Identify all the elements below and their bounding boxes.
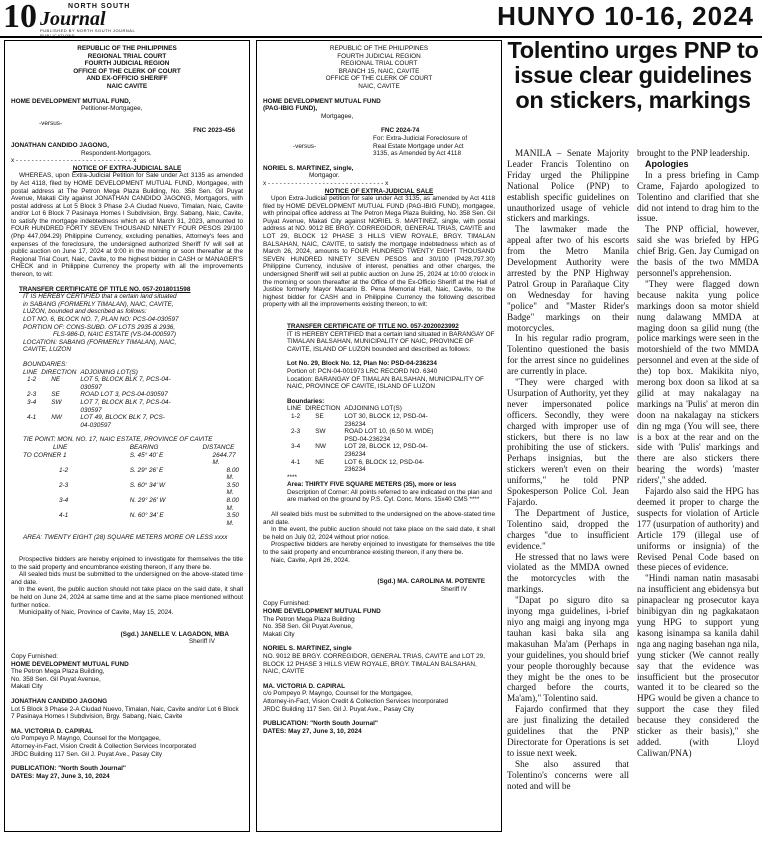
article-paragraph: The Department of Justice, Tolentino said, dropped the charges "due to insufficient evidence.": [507, 507, 629, 551]
page-header: [0, 0, 762, 38]
versus: -versus-: [293, 142, 317, 150]
petitioner: HOME DEVELOPMENT MUTUAL FUND (PAG-IBIG FUND),: [263, 97, 381, 113]
case-description: For: Extra-Judicial Foreclosure of Real Estate Mortgage under Act 3135, as Amended by Act 4118: [373, 134, 468, 158]
paragraph: All sealed bids must be submitted to the undersigned on the above-stated time and date.: [11, 571, 243, 586]
divider: x - - - - - - - - - - - - - - - - - - - - - - - - - - - - - - x: [263, 179, 389, 187]
boundaries-title: BOUNDARIES:: [23, 360, 68, 368]
paragraph: Naic, Cavite, April 26, 2024.: [271, 556, 350, 564]
paragraph: In the event, the public auction should not take place on the said date, it shall be held on June 24, 2024 at same time and at the same place mentioned without further notice.: [11, 586, 243, 609]
area: Area: THIRTY FIVE SQUARE METERS (35), more or less: [287, 481, 457, 489]
signature-title: Sheriff IV: [188, 638, 215, 646]
publication-dates: DATES: May 27, June 3, 10, 2024: [11, 772, 110, 780]
respondent-role: Mortgagor.: [309, 172, 340, 180]
table-row: 4-1 NW LOT 49, BLOCK BLK 7, PCS-04-030597: [27, 414, 165, 429]
petitioner-role: Petitioner-Mortgagee,: [81, 105, 143, 113]
versus: -versus-: [39, 119, 63, 127]
table-row: TO CORNER 1 S. 45° 40' E 2644.77 M.: [23, 451, 236, 467]
copy-furnished-label: Copy Furnished:: [11, 652, 58, 660]
stars: ****: [287, 473, 297, 481]
table-row: 2-3 SW ROAD LOT 10, (6.50 M. WIDE) PSD-04-236234: [291, 428, 434, 443]
lot-description: Lot No. 29, Block No. 12, Plan No: PSD-04-236234 Portion of: PCN-04-001973 LRC RECORD NO. 6340 Location: BARANGAY OF TIMALAN BALSAHAN, MUNICIPALITY OF NAIC, PROVINCE OF CAVITE, ISLAND OF LUZON: [287, 360, 484, 391]
copy-recipient: MA. VICTORIA D. CAPIRAL c/o Pompeyo P. Mayngo, Counsel for the Mortgagee, Attorney-in-Fact, Vision Credit & Collection Services Incorporated JRDC Building 117 Sen. Gil J. Puyat Ave., Pasay City: [11, 727, 196, 758]
article-column-1: [507, 148, 629, 791]
signature: (Sgd.) JANELLE V. LAGADON, MBA: [120, 630, 229, 638]
notice-title: NOTICE OF EXTRA-JUDICIAL SALE: [72, 164, 182, 172]
boundaries-table: [23, 369, 176, 430]
table-row: 3-4 N. 29° 26' W 8.00 M.: [59, 497, 239, 512]
table-header-row: LINE BEARING DISTANCE: [53, 443, 235, 451]
case-row: [263, 135, 495, 158]
case-number: FNC 2024-74: [381, 127, 420, 135]
court-line: BRANCH 15, NAIC, CAVITE: [338, 67, 420, 75]
court-line: REPUBLIC OF THE PHILIPPINES: [329, 45, 429, 52]
article-paragraph: In a press briefing in Camp Crame, Fajardo apologized to Tolentino and clarified that she did not intend to drag him to the issue.: [637, 169, 759, 224]
court-header: [11, 45, 243, 91]
legal-notice-1: [4, 40, 250, 832]
article-paragraph: In his regular radio program, Tolentino questioned the basis for the arrest since no guidelines are currently in place.: [507, 333, 629, 377]
copy-recipient: JONATHAN CANDIDO JAGONG Lot 5 Block 3 Phase 2-A Ciudad Nuevo, Timalan, Naic, Cavite and/or Lot 6 Block 7 Pasinaya Homes I Subdivision, Brgy. Sabang, Naic, Cavite: [11, 697, 239, 721]
copy-furnished-label: Copy Furnished:: [263, 600, 310, 608]
news-article: [507, 36, 759, 791]
article-paragraph: Fajardo also said the HPG has deemed it proper to charge the suspects for violation of Article 177 (usurpation of authority) and Article 179 (illegal use of uniforms or insignia) of the Revised Penal Code based on these pieces of evidence.: [637, 486, 759, 573]
copy-recipient: HOME DEVELOPMENT MUTUAL FUND The Petron Mega Plaza Building No. 358 Sen. Gil Puyat Avenue, Makati City: [263, 608, 381, 638]
paragraph: All sealed bids must be submitted to the undersigned on the above-stated time and date.: [263, 511, 495, 526]
copy-recipient: NORIEL S. MARTINEZ, single NO. 9012 BE BRGY. CORREGIDOR, GENERAL TRIAS, CAVITE and LOT 29, BLOCK 12 PHASE 3 HILLS VIEW ROYALE, BRGY. TIMALAN BALSAHAN, NAIC, CAVITE: [263, 645, 485, 676]
article-headline: Tolentino urges PNP to issue clear guidelines on stickers, markings: [507, 37, 759, 113]
bearings-table: [23, 444, 243, 528]
copy-recipient: MA. VICTORIA D. CAPIRAL c/o Pompeyo P. Mayngo, Counsel for the Mortgagee, Attorney-in-Fact, Vision Credit & Collection Services Incorporated JRDC Building 117 Sen. Gil J. Puyat Ave., Pasay City: [263, 682, 448, 713]
divider: x - - - - - - - - - - - - - - - - - - - - - - - - - - - - - - x: [11, 157, 137, 165]
court-line: REPUBLIC OF THE PHILIPPINES: [77, 45, 177, 52]
table-header-row: LINE DIRECTION ADJOINING LOT(S): [23, 368, 138, 376]
article-paragraph: She also assured that Tolentino's concerns were all noted and will be: [507, 758, 629, 791]
tct-description: IT IS HEREBY CERTIFIED that a certain land situated in BARANGAY OF TIMALAN BALSAHAN, MUNICIPALITY OF NAIC, PROVINCE OF CAVITE, ISLAND OF LUZON bounded and described as follows:: [287, 330, 495, 353]
table-row: 1-2 S. 29° 26' E 8.00 M.: [59, 466, 239, 482]
masthead-name: Journal: [40, 8, 106, 30]
court-line: AND EX-OFFICIO SHERIFF: [86, 75, 168, 83]
article-paragraph: "Dapat po siguro dito sa inyong mga guidelines, i-brief niyo ang maigi ang inyong mga tauhan kasi baka sila ang makasuhan Ma'am (Perhaps in your guidelines, you should brief your people thoroughly because they might be the ones to be charged before the courts, Ma'am)," Tolentino said.: [507, 595, 629, 704]
table-row: 4-1 N. 60° 34' E 3.50 M.: [59, 512, 239, 527]
court-line: REGIONAL TRIAL COURT: [87, 52, 167, 60]
table-row: 2-3 S. 60° 34' W 3.50 M.: [59, 481, 239, 497]
court-line: FOURTH JUDICIAL REGION: [337, 52, 421, 60]
signature: (Sgd.) MA. CAROLINA M. POTENTE: [377, 578, 485, 586]
court-line: REGIONAL TRIAL COURT: [340, 60, 418, 68]
tct-title: TRANSFER CERTIFICATE OF TITLE NO. 057-2020023992: [287, 323, 459, 330]
corner-description: Description of Corner: All points referred to are indicated on the plan and are marked on the ground by P.S. Cyl. Conc. Mons. 15x40 CMS ****: [287, 488, 492, 504]
boundaries-table: [287, 405, 448, 473]
respondent-role: Respondent-Mortgagors.: [81, 149, 152, 157]
article-paragraph: "They were flagged down because nakita yung police markings doon sa motor shield nung dalawang MMDA at maging doon sa gilid nung (the police markings were seen in the motorshield of the two MMDA personnel and even at the side of the) top box. Makikita niyo, merong box doon sa likod at sa gilid at may nakalagay na markings na 'Pulis' at meron din doon na nakalagay na stickers din ng mga (You will see, there is a box at the rear and on the side with 'Pulis' markings and there are also stickers there bearing the words) 'master riders'," she added.: [637, 278, 759, 486]
table-row: 3-4 NW LOT 28, BLOCK 12, PSD-04-236234: [291, 443, 428, 458]
respondent: JONATHAN CANDIDO JAGONG,: [11, 141, 109, 149]
boundaries-title: Boundaries:: [287, 397, 325, 405]
signature-title: Sheriff IV: [440, 585, 467, 593]
publication-dates: DATES: May 27, June 3, 10, 2024: [263, 727, 362, 735]
tie-point: TIE POINT: MON. NO. 17, NAIC ESTATE, PROVINCE OF CAVITE: [23, 436, 213, 444]
publication: PUBLICATION: "North South Journal": [263, 720, 378, 728]
article-paragraph: Fajardo confirmed that they are just finalizing the detailed guidelines that the PNP Directorate for Operations is set to issue next week.: [507, 704, 629, 758]
area: AREA: TWENTY EIGHT (28) SQUARE METERS MORE OR LESS xxxx: [23, 534, 228, 542]
court-line: NAIC CAVITE: [106, 82, 148, 90]
petitioner: HOME DEVELOPMENT MUTUAL FUND,: [11, 97, 131, 105]
table-row: 1-2 SE LOT 30, BLOCK 12, PSD-04-236234: [291, 412, 428, 428]
tct-description: IT IS HEREBY CERTIFIED that a certain land situated in SABANG (FORMERLY TIMALAN), NAIC, CAVITE, LUZON, bounded and described as follows: LOT NO. 6, BLOCK NO. 7, PLAN NO: PCS-04-030597 PORTION OF: CONS-SUBD. OF LOTS 2935 & 2936, FLS-986-D, NAIC ESTATE (VS-04-000597) LOCATION: SABANG (FORMERLY TIMALAN), NAIC, CAVITE, LUZON: [23, 293, 179, 354]
table-row: 2-3 SE ROAD LOT 3, PCS-04-030597: [27, 391, 168, 399]
article-paragraph: "They were charged with Usurpation of Authority, yet they never impersonated police officers. Secondly, they were charged with improper use of stickers, but there is no law prohibiting the use of stickers. Perhaps insignias, but the stickers weren't even on their uniforms," he told PNP Spokesperson Police Col. Jean Fajardo.: [507, 377, 629, 507]
notice-title: NOTICE OF EXTRA-JUDICIAL SALE: [324, 187, 434, 195]
issue-date: HUNYO 10-16, 2024: [497, 1, 754, 31]
masthead-top: NORTH SOUTH: [68, 3, 131, 10]
notice-body: Upon Extra-Judicial petition for sale under Act 3135, as amended by Act 4118 filed by HOME DEVELOPMENT MUTUAL FUND (PAG-IBIG FUND), mortgagee, with principal office address at The Petron Mega Plaza Building, No. 358 Sen. Gil Puyat Avenue, Makati City against NORIEL S. MARTINEZ, single, with postal address at NO. 9012 BE BRGY. CORREGIDOR, GENERAL TRIAS, CAVITE and LOT 29, BLOCK 12 PHASE 3 HILLS VIEW ROYALE, BRGY. TIMALAN BALSAHAN, NAIC, CAVITE, to satisfy the mortgage indebtedness which as of March 26, 2024, amounts to FOUR HUNDRED TWENTY EIGHT THOUSAND SEVEN HUNDRED NINETY SEVEN PESOS and 30/100 (P428,797.30) Philippine Currency, inclusive of interest, penalties and other charges, the undersigned Sheriff will sell at public auction on June 25, 2024 at 10:00 o'clock in the morning or soon thereafter at the Office of the Ex-Officio Sheriff at the Hall of Justice formerly Mayor Macario B. Pena Memorial Hall, Naic, Cavite, to the highest bidder for CASH and in Philippine Currency the following described property with all the improvements existing thereon, to wit:: [263, 195, 495, 309]
notice-body: WHEREAS, upon Extra-Judicial Petition for Sale under Act 3135 as amended by Act 4118, filed by HOME DEVELOPMENT MUTUAL FUND, Mortgagee, with postal address at The Petron Mega Plaza Building, No. 358 Sen. Gil Puyat Avenue, Makati City against JONATHAN CANDIDO JAGONG, Mortgagors, with postal address at Lot 5 Block 3 Phase 2-A Ciudad Nuevo, Timalan, Naic, Cavite and/or Lot 6 Block 7 Pasinaya Homes I Subdivision, Brgy. Sabang, Naic, Cavite, to satisfy the mortgage indebtedness which as of March 31, 2023, amounted to FOUR HUNDRED FORTY SEVEN THOUSAND NINETY FOUR PESOS 29/100 (Php 447,094.29) Philippine Currency, excluding penalties, Attorney's fees and expenses of the foreclosure, the undersigned authorized Sheriff IV will sell at public auction on June 17, 2024 at 9:00 in the morning or soon thereafter at the Regional Trial Court, Naic, Cavite, to the highest bidder in CASH or MANAGER'S CHECK and in Philippine Currency the property with all the improvements thereon, to wit:: [11, 172, 243, 279]
paragraph: Municipality of Naic, Province of Cavite, May 15, 2024.: [19, 609, 174, 617]
legal-notice-2: [256, 40, 502, 832]
respondent: NORIEL S. MARTINEZ, single,: [263, 164, 354, 172]
court-line: FOURTH JUDICIAL REGION: [84, 60, 170, 68]
page-number: 10: [3, 0, 37, 35]
table-row: 1-2 NE LOT 5, BLOCK BLK 7, PCS-04-030597: [27, 376, 171, 391]
court-header: [263, 45, 495, 91]
table-row: 4-1 NE LOT 6, BLOCK 12, PSD-04-236234: [291, 458, 425, 474]
masthead-tagline: PUBLISHED BY NORTH SOUTH JOURNAL PUBLICATIONS: [40, 28, 136, 38]
tct-title: TRANSFER CERTIFICATE OF TITLE NO. 057-2018011598: [19, 285, 191, 293]
paragraph: Prospective bidders are hereby enjoined to investigate for themselves the title to the said property and encumbrance existing thereon, if any there be.: [263, 541, 495, 557]
article-paragraph: "Hindi naman natin masasabi na insufficient ang ebidensya but pinapaclear ng prosecutor kaya binibigyan din ng pagkakataon yung HPG to support yung kasong isinampa sa kanila dahil nga ang naging basehan nga nila, yung sticker (We cannot really say that the evidence was insufficient but the prosecutor wanted it to be cleared so the HPG would be given a chance to support the case they filed because they considered the sticker as their basis)," she added. (with Lloyd Caliwan/PNA): [637, 573, 759, 758]
article-paragraph: He stressed that no laws were violated as the MMDA owned the motorcycles with the markings.: [507, 551, 629, 595]
masthead: [40, 3, 160, 38]
article-subhead: Apologies: [645, 158, 689, 169]
table-row: 3-4 SW LOT 7, BLOCK BLK 7, PCS-04-030597: [27, 398, 171, 414]
petitioner-role: Mortgagee,: [321, 112, 354, 120]
court-line: OFFICE OF THE CLERK OF COURT: [73, 67, 181, 75]
article-paragraph: The lawmaker made the appeal after two of his escorts from the Metro Manila Development Authority were arrested by the PNP Highway Patrol Group in Parañaque City on Wednesday for having "police" and "Master Rider's Badge" markings on their motorcycles.: [507, 224, 629, 333]
paragraph: Prospective bidders are hereby enjoined to investigate for themselves the title to the said property and encumbrance existing thereon, if any there be.: [11, 556, 243, 571]
copy-recipient: HOME DEVELOPMENT MUTUAL FUND The Petron Mega Plaza Building, No. 358 Sen. Gil Puyat Avenue, Makati City: [11, 660, 129, 691]
article-paragraph: The PNP official, however, said she was briefed by HPG chief Brig. Gen. Jay Cumigad on the basis of the two MMDA personnel's apprehension.: [637, 224, 759, 278]
article-paragraph: brought to the PNP leadership.: [637, 148, 750, 158]
paragraph: In the event, the public auction should not take place on the said date, it shall be held on July 02, 2024 without prior notice.: [263, 526, 495, 541]
case-number: FNC 2023-456: [193, 127, 235, 135]
publication: PUBLICATION: "North South Journal": [11, 765, 126, 773]
court-line: OFFICE OF THE CLERK OF COURT: [325, 75, 433, 83]
article-column-2: [637, 148, 759, 759]
article-paragraph: MANILA – Senate Majority Leader Francis Tolentino on Friday urged the Philippine National Police (PNP) to establish specific guidelines on unauthorized usage of vehicle stickers and markings.: [507, 148, 629, 224]
court-line: NAIC, CAVITE: [358, 82, 400, 90]
table-header-row: LINE DIRECTION ADJOINING LOT(S): [287, 405, 402, 413]
